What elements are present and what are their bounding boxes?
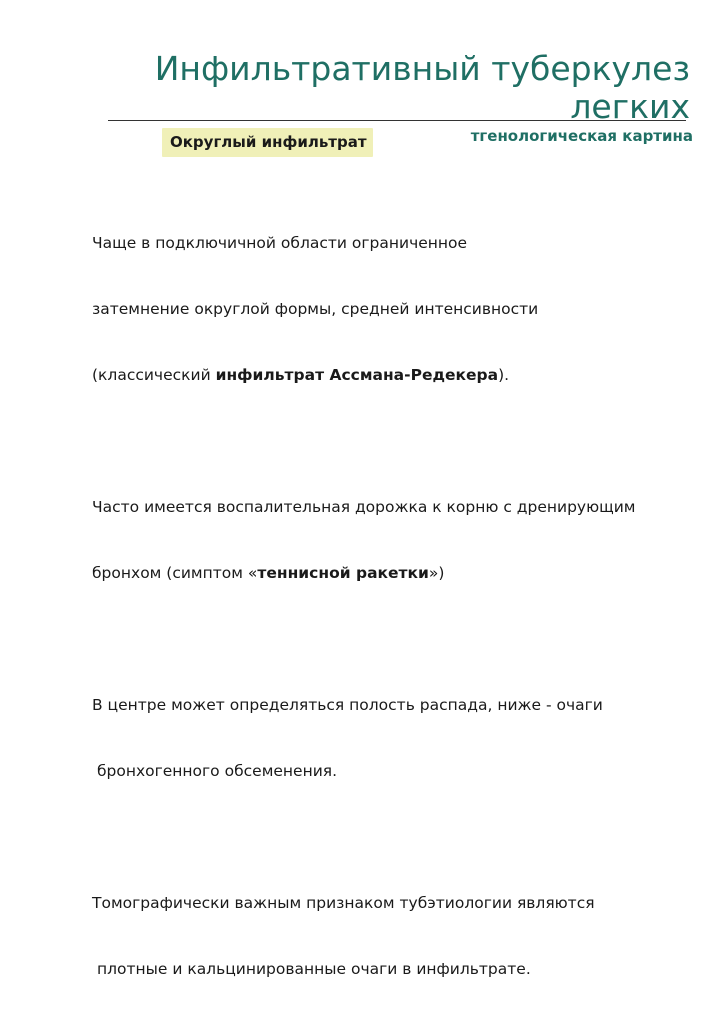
title-line-1: Инфильтративный туберкулез <box>154 49 690 88</box>
paragraph-2-line-2 <box>92 562 718 584</box>
paragraph-3-line-2: бронхогенного обсеменения. <box>92 762 338 780</box>
title-line-2: легких <box>570 87 690 126</box>
paragraph-1-line-1: Чаще в подключичной области ограниченное <box>92 234 468 252</box>
paragraph-1-emphasis: инфильтрат Ассмана-Редекера <box>215 366 499 384</box>
paragraph-2-emphasis: теннисной ракетки <box>257 564 429 582</box>
paragraph-2-line-2-post: ») <box>428 564 445 582</box>
paragraph-1 <box>92 188 718 430</box>
paragraph-1-line-2: затемнение округлой формы, средней интенсивности <box>92 300 539 318</box>
paragraph-4 <box>92 848 718 1024</box>
slide-body <box>92 188 718 1024</box>
paragraph-4-line-1: Томографически важным признаком тубэтиологии являются <box>92 894 595 912</box>
paragraph-4-line-2: плотные и кальцинированные очаги в инфильтрате. <box>92 960 531 978</box>
paragraph-3 <box>92 650 718 826</box>
paragraph-1-line-3 <box>92 364 718 386</box>
slide-subtitle: тгенологическая картина <box>470 127 693 145</box>
paragraph-3-line-1: В центре может определяться полость распада, ниже - очаги <box>92 696 603 714</box>
paragraph-1-line-3-pre: (классический <box>92 366 216 384</box>
paragraph-1-line-3-post: ). <box>498 366 510 384</box>
paragraph-2-line-1: Часто имеется воспалительная дорожка к корню с дренирующим <box>92 498 636 516</box>
slide-title <box>130 50 690 126</box>
paragraph-2-line-2-pre: бронхом (симптом « <box>92 564 258 582</box>
title-divider <box>108 120 686 121</box>
paragraph-2 <box>92 452 718 628</box>
topic-badge: Округлый инфильтрат <box>162 128 373 157</box>
